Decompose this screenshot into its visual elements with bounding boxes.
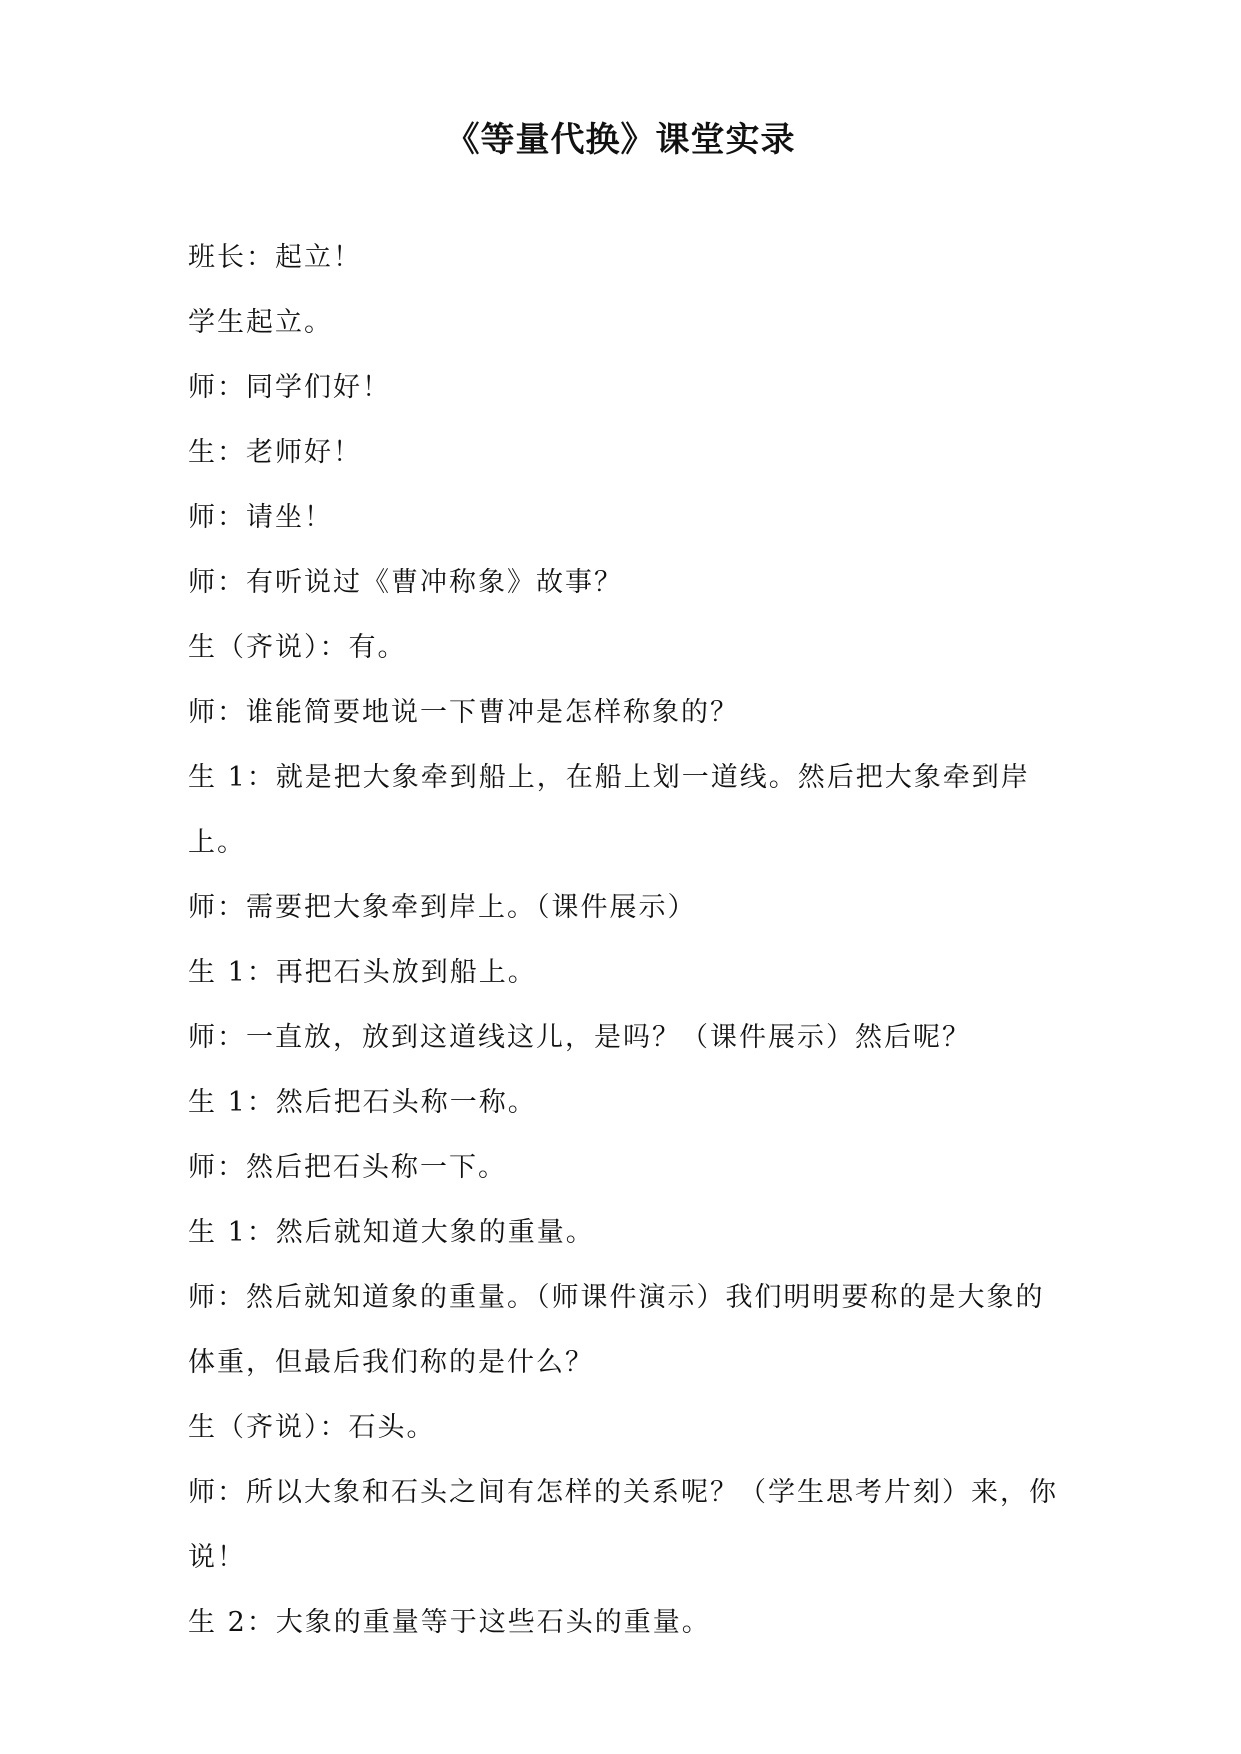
dialogue-line: 生（齐说）：有。: [188, 632, 407, 663]
dialogue-line: 师：需要把大象牵到岸上。（课件展示）: [188, 892, 697, 923]
dialogue-line: 师：同学们好！: [188, 372, 391, 403]
dialogue-line: 生 1：再把石头放到船上。: [188, 957, 537, 988]
dialogue-line: 生（齐说）：石头。: [188, 1412, 436, 1443]
dialogue-line: 生 1：然后就知道大象的重量。: [188, 1217, 595, 1248]
dialogue-line: 生 1：然后把石头称一称。: [188, 1087, 537, 1118]
dialogue-transcript: [188, 225, 1068, 1655]
dialogue-line: 生：老师好！: [188, 437, 362, 468]
dialogue-line: 师：有听说过《曹冲称象》故事？: [188, 567, 623, 598]
dialogue-line: 师：谁能简要地说一下曹冲是怎样称象的？: [188, 697, 739, 728]
dialogue-line: 师：请坐！: [188, 502, 333, 533]
dialogue-line: 师：一直放，放到这道线这儿，是吗？（课件展示）然后呢？: [188, 1022, 971, 1053]
dialogue-line: 生 1：就是把大象牵到船上，在船上划一道线。然后把大象牵到岸上。: [188, 762, 1030, 858]
dialogue-line: 生 2：大象的重量等于这些石头的重量。: [188, 1607, 711, 1638]
dialogue-line: 师：所以大象和石头之间有怎样的关系呢？（学生思考片刻）来，你说！: [188, 1477, 1058, 1573]
dialogue-line: 师：然后把石头称一下。: [188, 1152, 507, 1183]
dialogue-line: 师：然后就知道象的重量。（师课件演示）我们明明要称的是大象的体重，但最后我们称的是什么？: [188, 1282, 1045, 1378]
dialogue-line: 学生起立。: [188, 307, 333, 338]
dialogue-line: 班长：起立！: [188, 242, 362, 273]
document-title: 《等量代换》课堂实录: [445, 119, 796, 160]
